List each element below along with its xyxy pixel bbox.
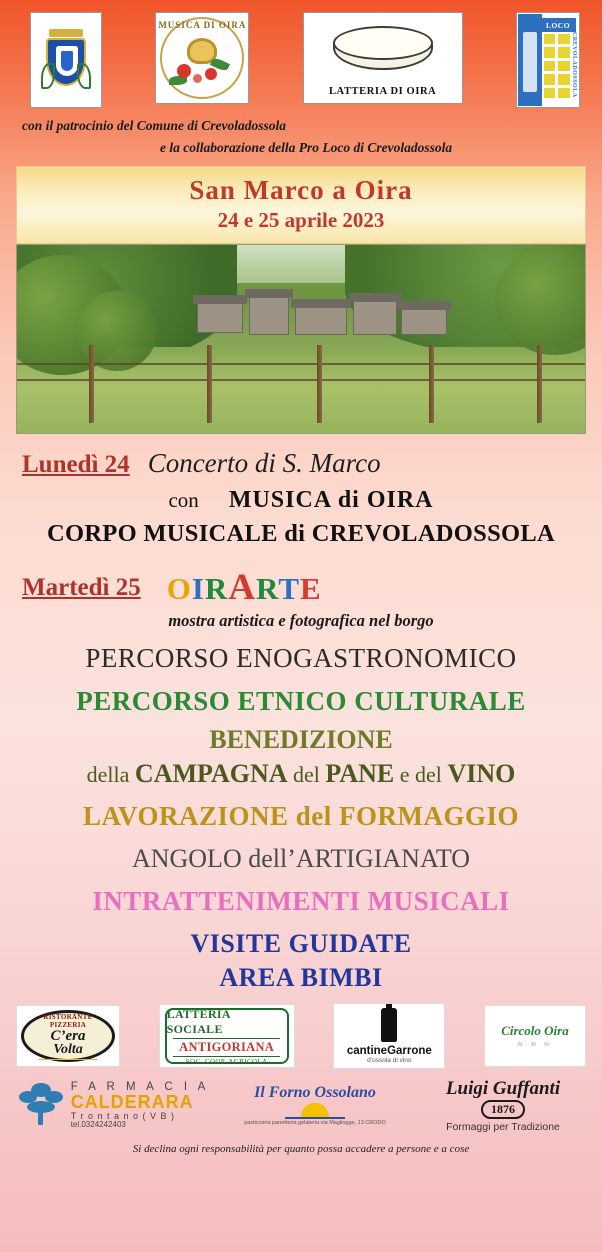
farmacia-label-3: T r o n t a n o ( V B ) [70,1110,176,1121]
oirarte-letter-7: E [300,571,322,606]
program-item-etnico-culturale: PERCORSO ETNICO CULTURALE [76,686,526,716]
oirarte-letter-4: A [228,567,257,608]
sponsor-row-2 [0,1069,602,1135]
ristorante-label-3: C’era [50,1028,86,1044]
pro-loco-side-text: CREVOLADOSSOLA [570,32,577,98]
monday-row [0,434,602,479]
pro-loco-logo-icon [516,12,580,108]
latteria-logo-caption: LATTERIA DI OIRA [328,86,437,97]
oirarte-letter-1: O [166,571,192,606]
oirarte-letter-6: T [278,571,301,606]
event-title: San Marco a Oira [189,175,413,205]
garrone-label-2: d’ossola di vino [367,1057,412,1064]
musica-di-oira-logo-icon [155,12,249,104]
forno-label-2: pasticceria panetteria gelateria via Magliogge, 13 CRODO [244,1120,386,1126]
tuesday-row [0,548,602,609]
program-item-intrattenimenti: INTRATTENIMENTI MUSICALI [92,886,510,916]
oirarte-letter-2: I [191,571,205,606]
program-item-benedizione: BENEDIZIONE [209,725,393,754]
latteria-label-3: SOC. COOP. AGRICOLA [185,1057,268,1066]
latteria-label-2: ANTIGORIANA [173,1038,280,1057]
sponsor-il-forno-ossolano [240,1076,390,1134]
farmacia-label-1: F A R M A C I A [70,1080,210,1093]
monday-band-line-1 [0,487,602,514]
forno-label-1: Il Forno Ossolano [254,1084,376,1101]
circolo-label-1: Circolo Oira [501,1023,569,1038]
sponsor-farmacia-calderara [14,1076,212,1134]
sponsor-cantine-garrone [333,1003,445,1069]
sun-icon [285,1103,345,1119]
latteria-label-1: LATTERIA SOCIALE [166,1006,231,1036]
sponsor-latteria-sociale-antigoriana [159,1004,295,1068]
garrone-label-1: cantineGarrone [346,1045,432,1057]
tuesday-day-label: Martedì 25 [22,573,141,601]
program-item-artigianato: ANGOLO dell’ARTIGIANATO [131,844,471,873]
monday-with-label: con [168,488,199,512]
program-item-lavorazione-formaggio: LAVORAZIONE del FORMAGGIO [83,801,519,831]
comune-crevoladossola-crest-icon [30,12,102,108]
ristorante-label-5: Volta [53,1042,83,1058]
oirarte-title [167,566,322,609]
program-item-visite-guidate: VISITE GUIDATE [190,929,412,958]
oirarte-letter-3: R [204,571,229,606]
farmacia-label-4: tel.0324242403 [70,1120,126,1129]
campagna-w2: del [287,762,326,787]
ristorante-label-2: PIZZERIA [49,1021,87,1029]
monday-band-1: MUSICA di OIRA [228,487,434,513]
oirarte-letter-5: R [256,571,279,606]
sponsor-luigi-guffanti [418,1075,588,1135]
oirarte-subtitle: mostra artistica e fotografica nel borgo [168,611,434,630]
patronage-line-2: e la collaborazione della Pro Loco di Crevoladossola [160,140,453,155]
guffanti-year: 1876 [481,1100,525,1119]
title-band [16,166,586,244]
top-logo-row [0,0,602,108]
tree-icon [17,1083,65,1127]
sponsor-row-1 [0,993,602,1069]
guffanti-label-3: Formaggi per Tradizione [446,1120,560,1133]
sponsor-circolo-oira [484,1005,586,1067]
pro-loco-header-text: LOCO [540,18,576,32]
village-photo [16,244,586,434]
latteria-di-oira-logo-icon [303,12,463,104]
campagna-w1: della [86,762,135,787]
farmacia-label-2: CALDERARA [70,1091,194,1112]
patronage-line-1: con il patrocinio del Comune di Crevoladossola [22,118,287,133]
musica-logo-arc-text: MUSICA DI OIRA [158,20,247,30]
campagna-b1: CAMPAGNA [134,759,288,788]
monday-day-label: Lunedì 24 [22,451,130,478]
program-item-campagna-pane-vino [0,759,602,789]
sponsor-ristorante-cera-una-volta [16,1005,120,1067]
guffanti-label-1: Luigi Guffanti [445,1077,561,1099]
monday-band-2: CORPO MUSICALE di CREVOLADOSSOLA [46,520,556,547]
circolo-decoration: ≈ ≈ ≈ [517,1039,553,1049]
disclaimer-text: Si declina ogni responsabilità per quanto possa accadere a persone e a cose [132,1143,470,1155]
event-dates: 24 e 25 aprile 2023 [217,208,385,232]
campagna-w3: e del [394,762,448,787]
campagna-b3: VINO [447,759,516,788]
campagna-b2: PANE [325,759,395,788]
program-item-enogastronomico: PERCORSO ENOGASTRONOMICO [85,643,517,673]
monday-headline: Concerto di S. Marco [147,448,381,478]
wine-bottle-icon [381,1008,397,1042]
ristorante-label-1: RISTORANTE [43,1013,93,1021]
program-item-area-bimbi: AREA BIMBI [219,963,383,992]
